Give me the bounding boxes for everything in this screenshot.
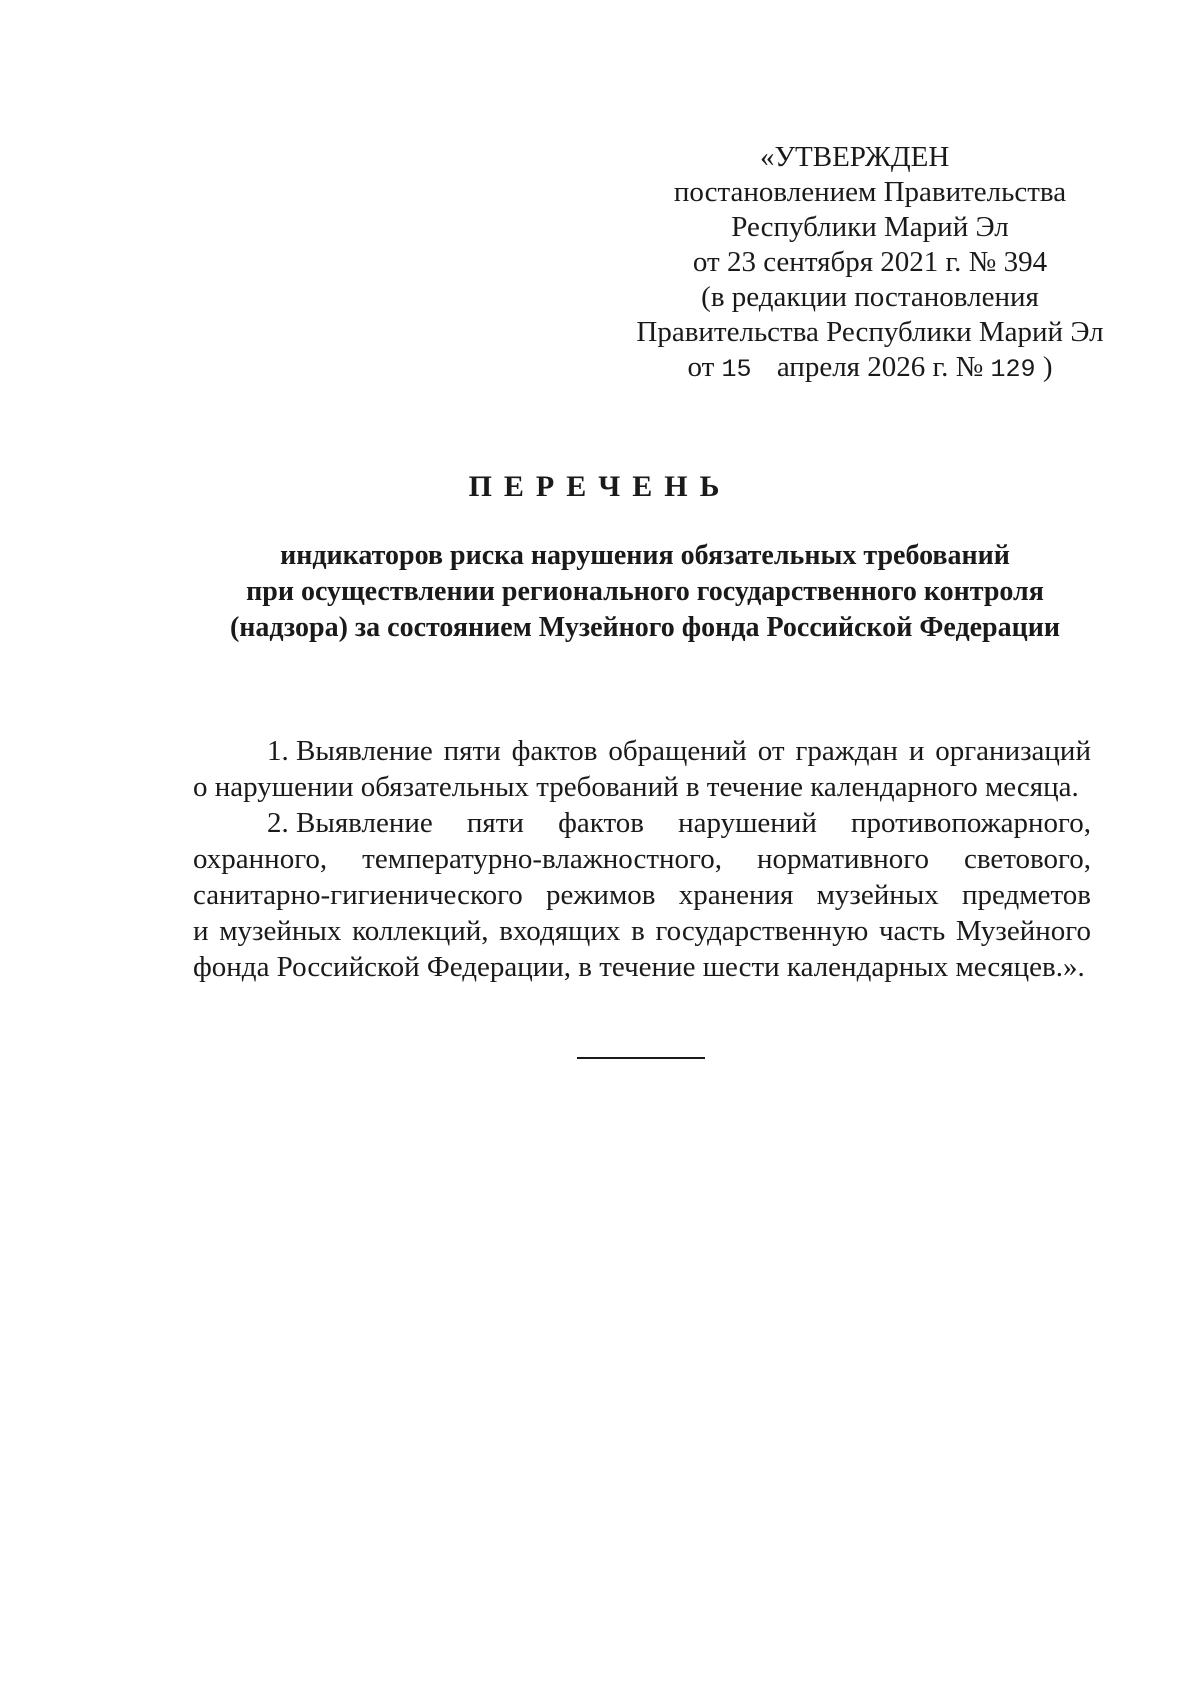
justified-line	[193, 877, 1091, 913]
word: фактов	[558, 807, 644, 839]
word: нормативного	[757, 843, 929, 875]
word: температурно-влажностного,	[362, 843, 722, 875]
word: предметов	[962, 879, 1091, 911]
justified-line	[193, 913, 1091, 949]
approval-date-prefix: от	[687, 351, 715, 383]
approval-line-5: (в редакции постановления	[701, 281, 1039, 313]
list-item	[193, 805, 1091, 985]
word: и	[908, 735, 925, 767]
approval-stamp	[620, 140, 1120, 387]
word: 1. Выявление	[267, 735, 433, 767]
word: в	[631, 915, 645, 947]
word: организаций	[935, 735, 1091, 767]
text-line: фонда Российской Федерации, в течение шести календарных месяцев.».	[193, 951, 1085, 983]
document-body	[193, 733, 1091, 985]
approval-line-2: постановлением Правительства	[673, 176, 1067, 208]
word: светового,	[964, 843, 1091, 875]
approval-date-middle: апреля 2026 г. №	[776, 351, 984, 383]
subtitle-line-1: индикаторов риска нарушения обязательных требований	[280, 540, 1010, 571]
word: хранения	[678, 879, 794, 911]
word: пяти	[443, 735, 501, 767]
word: музейных	[219, 915, 342, 947]
word: режимов	[546, 879, 656, 911]
word: пяти	[466, 807, 524, 839]
word: музейных	[816, 879, 939, 911]
approval-line-1: «УТВЕРЖДЕН	[760, 141, 950, 173]
word: от	[757, 735, 785, 767]
closing-divider	[577, 1057, 705, 1059]
justified-line	[193, 841, 1091, 877]
list-item	[193, 733, 1091, 805]
subtitle-line-3: (надзора) за состоянием Музейного фонда Российской Федерации	[229, 612, 1061, 643]
approval-line-3: Республики Марий Эл	[731, 211, 1009, 243]
word: коллекций,	[352, 915, 489, 947]
approval-line-6: Правительства Республики Марий Эл	[636, 316, 1104, 348]
text-line: о нарушении обязательных требований в течение календарного месяца.	[193, 771, 1079, 803]
approval-doc-number: 129	[990, 355, 1036, 384]
document-title: ПЕРЕЧЕНЬ	[468, 470, 732, 503]
subtitle-line-2: при осуществлении регионального государственного контроля	[246, 576, 1044, 607]
word: Музейного	[955, 915, 1091, 947]
approval-line-4: от 23 сентября 2021 г. № 394	[692, 246, 1048, 278]
word: противопожарного,	[851, 807, 1091, 839]
justified-line	[193, 805, 1091, 841]
word: государственную	[655, 915, 869, 947]
approval-line-7	[620, 350, 1120, 387]
word: нарушений	[678, 807, 817, 839]
approval-date-suffix: )	[1042, 351, 1053, 383]
word: охранного,	[193, 843, 328, 875]
word: входящих	[499, 915, 621, 947]
word: 2. Выявление	[267, 807, 433, 839]
document-subtitle	[180, 538, 1110, 646]
word: обращений	[608, 735, 747, 767]
approval-date-day: 15	[721, 355, 752, 384]
word: фактов	[511, 735, 598, 767]
justified-line	[193, 733, 1091, 769]
word: граждан	[795, 735, 898, 767]
word: и	[193, 915, 209, 947]
word: часть	[878, 915, 946, 947]
word: санитарно-гигиенического	[193, 879, 523, 911]
